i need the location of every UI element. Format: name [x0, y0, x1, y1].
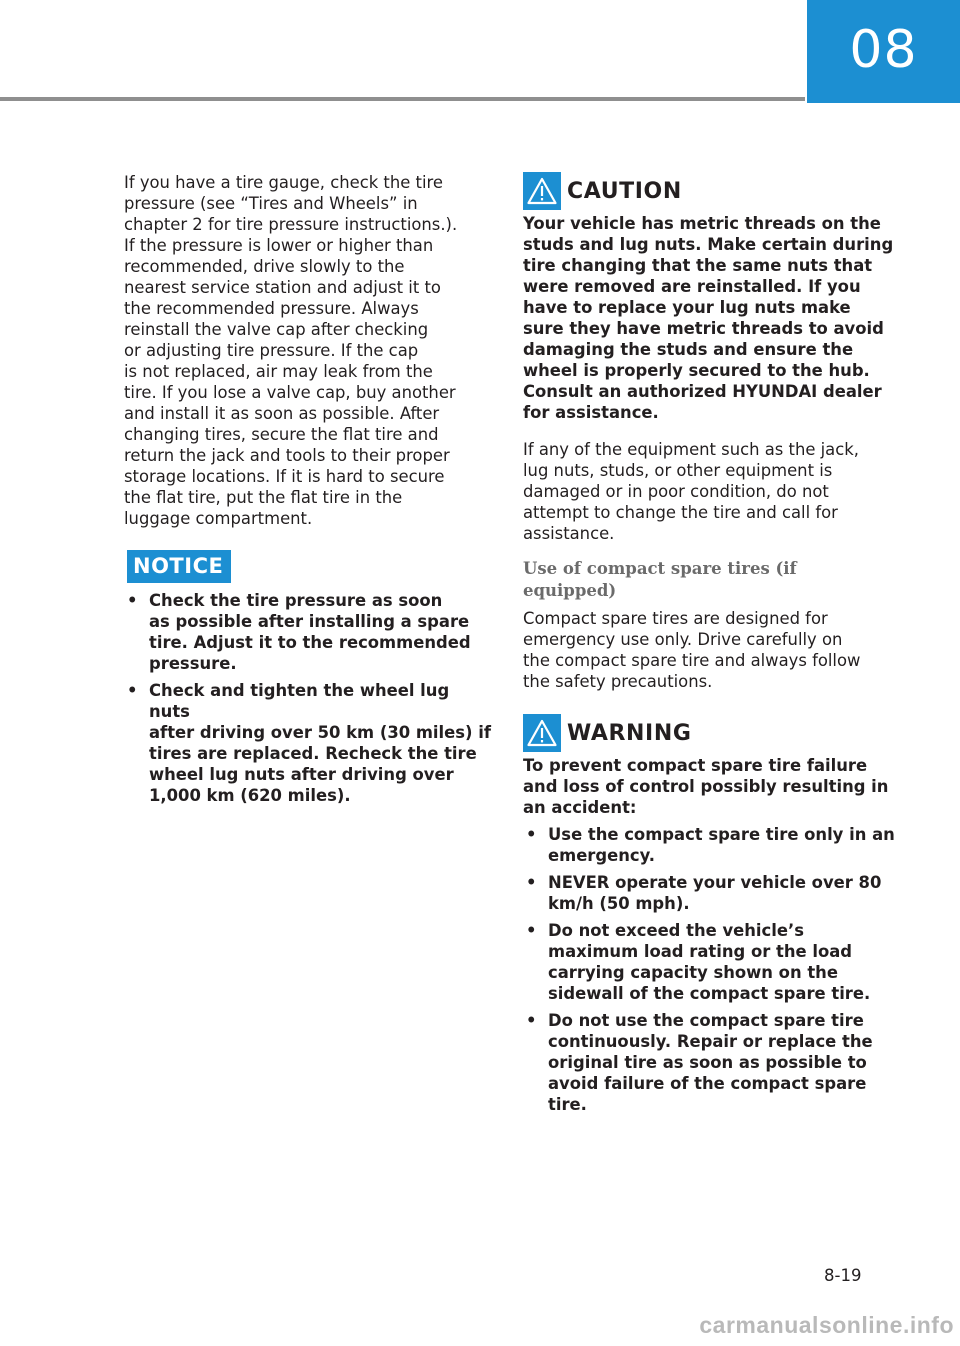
compact-spare-paragraph: Compact spare tires are designed for emergency use only. Drive carefully on the compact spare tire and always follow the safety precautions. — [523, 609, 861, 691]
warning-item: • Use the compact spare tire only in an emergency. — [526, 825, 895, 865]
notice-badge: NOTICE — [127, 550, 231, 583]
caution-block — [523, 172, 895, 423]
notice-list — [124, 590, 492, 806]
warning-triangle-icon — [523, 714, 561, 752]
notice-item: • Check the tire pressure as soon as possible after installing a spare tire. Adjust it to the recommended pressure. — [127, 591, 471, 673]
header-rule — [0, 97, 805, 101]
tire-pressure-paragraph: If you have a tire gauge, check the tire pressure (see “Tires and Wheels” in chapter 2 for tire pressure instructions.). If the pressure is lower or higher than recommended, drive slowly to the nearest service station and adjust it to the recommended pressure. Always reinstall the valve cap after checking or adjusting tire pressure. If the cap is not replaced, air may leak from the tire. If you lose a valve cap, buy another and install it as soon as possible. After changing tires, secure the flat tire and return the jack and tools to their proper storage locations. If it is hard to secure the flat tire, put the flat tire in the luggage compartment. — [124, 173, 458, 528]
left-column — [124, 172, 492, 812]
bullet-icon: • — [526, 873, 537, 892]
warning-item: • NEVER operate your vehicle over 80 km/h (50 mph). — [526, 873, 882, 913]
warning-header — [523, 714, 895, 752]
caution-header — [523, 172, 895, 210]
warning-title: WARNING — [567, 720, 692, 746]
caution-body: Your vehicle has metric threads on the studs and lug nuts. Make certain during tire changing that the same nuts that were removed are reinstalled. If you have to replace your lug nuts make sure they have metric threads to avoid damaging the studs and ensure the wheel is properly secured to the hub. Consult an authorized HYUNDAI dealer for assistance. — [523, 214, 894, 422]
warning-triangle-icon — [523, 172, 561, 210]
page-number: 8-19 — [824, 1266, 862, 1285]
warning-block — [523, 714, 895, 1115]
bullet-icon: • — [127, 681, 138, 700]
bullet-icon: • — [526, 1011, 537, 1030]
compact-spare-heading: Use of compact spare tires (if equipped) — [523, 559, 797, 600]
equipment-paragraph: If any of the equipment such as the jack, lug nuts, studs, or other equipment is damaged or in poor condition, do not attempt to change the tire and call for assistance. — [523, 440, 859, 543]
warning-item: • Do not use the compact spare tire continuously. Repair or replace the original tire as soon as possible to avoid failure of the compact spare tire. — [526, 1011, 873, 1114]
warning-list — [523, 824, 895, 1115]
right-column — [523, 172, 895, 1121]
warning-item: • Do not exceed the vehicle’s maximum load rating or the load carrying capacity shown on the sidewall of the compact spare tire. — [526, 921, 871, 1003]
watermark: carmanualsonline.info — [699, 1312, 954, 1338]
chapter-tab — [807, 0, 960, 103]
notice-item: • Check and tighten the wheel lug nuts after driving over 50 km (30 miles) if tires are replaced. Recheck the tire wheel lug nuts after driving over 1,000 km (620 miles). — [127, 681, 491, 805]
bullet-icon: • — [127, 591, 138, 610]
notice-block — [124, 550, 492, 806]
bullet-icon: • — [526, 825, 537, 844]
caution-title: CAUTION — [567, 178, 682, 204]
warning-intro: To prevent compact spare tire failure and loss of control possibly resulting in an accident: — [523, 756, 889, 817]
bullet-icon: • — [526, 921, 537, 940]
chapter-number: 08 — [849, 19, 918, 80]
